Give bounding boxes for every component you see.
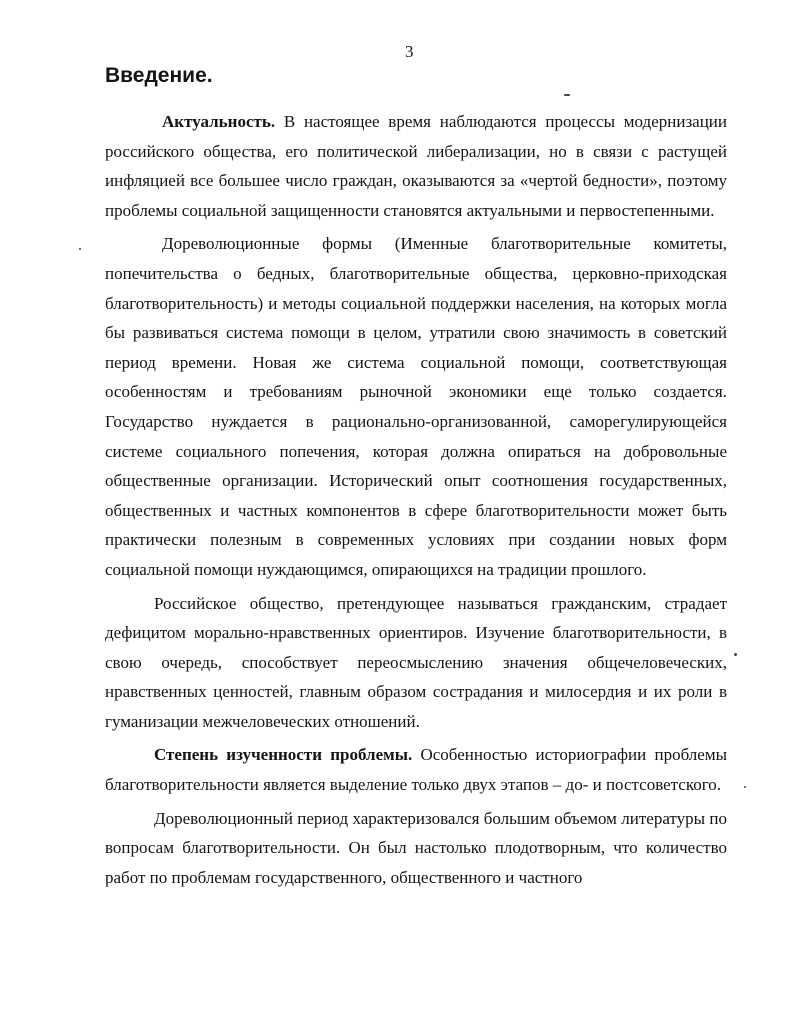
paragraph-text: Дореволюционные формы (Именные благотворительные комитеты, попечительства о бедных, благотворительные общества, церковно-приходская благотворительность) и методы социальной поддержки населения, на которых могла бы развиваться система помощи в целом, утратили свою значимость в советский период времени. Новая же система социальной помощи, соответствующая особенностям и требованиям рыночной экономики еще только создается. Государство нуждается в рационально-организованной, саморегулирующейся системе социального попечения, которая должна опираться на добровольные общественные организации. Исторический опыт соотношения государственных, общественных и частных компонентов в сфере благотворительности может быть практически полезным в современных условиях при создании новых форм социальной помощи нуждающимся, опирающихся на традиции прошлого. xyxy=(105,234,727,579)
paragraph-relevance xyxy=(105,107,727,225)
paragraph-degree-of-study xyxy=(105,740,727,799)
scan-speck xyxy=(744,786,746,788)
paragraph-text: Российское общество, претендующее называться гражданским, страдает дефицитом морально-нравственных ориентиров. Изучение благотворительности, в свою очередь, способствует переосмыслению значения общечеловеческих, нравственных ценностей, главным образом сострадания и милосердия и их роли в гуманизации межчеловеческих отношений. xyxy=(105,593,727,731)
scan-speck xyxy=(79,248,81,250)
page-number: 3 xyxy=(405,42,414,61)
scan-speck xyxy=(564,94,570,96)
paragraph-text: В настоящее время наблюдаются процессы модернизации российского общества, его политической либерализации, но в связи с растущей инфляцией все большее число граждан, оказываются за «чертой бедности», поэтому проблемы социальной защищенности становятся актуальными и первостепенными. xyxy=(105,112,727,220)
paragraph-text: Особенностью историографии проблемы благотворительности является выделение только двух этапов – до- и постсоветского. xyxy=(105,745,727,795)
paragraph-lead: Актуальность. xyxy=(162,112,276,131)
paragraph-prerevolutionary-period xyxy=(105,804,727,893)
section-heading: Введение. xyxy=(105,64,213,87)
paragraph-russian-society xyxy=(105,589,727,737)
paragraph-text: Дореволюционный период характеризовался большим объемом литературы по вопросам благотворительности. Он был настолько плодотворным, что количество работ по проблемам государственного, общественного и частного xyxy=(105,808,727,887)
body-text xyxy=(105,107,727,892)
scan-speck xyxy=(734,653,737,656)
paragraph-prerevolutionary-forms xyxy=(105,229,727,584)
paragraph-lead: Степень изученности проблемы. xyxy=(154,745,413,765)
